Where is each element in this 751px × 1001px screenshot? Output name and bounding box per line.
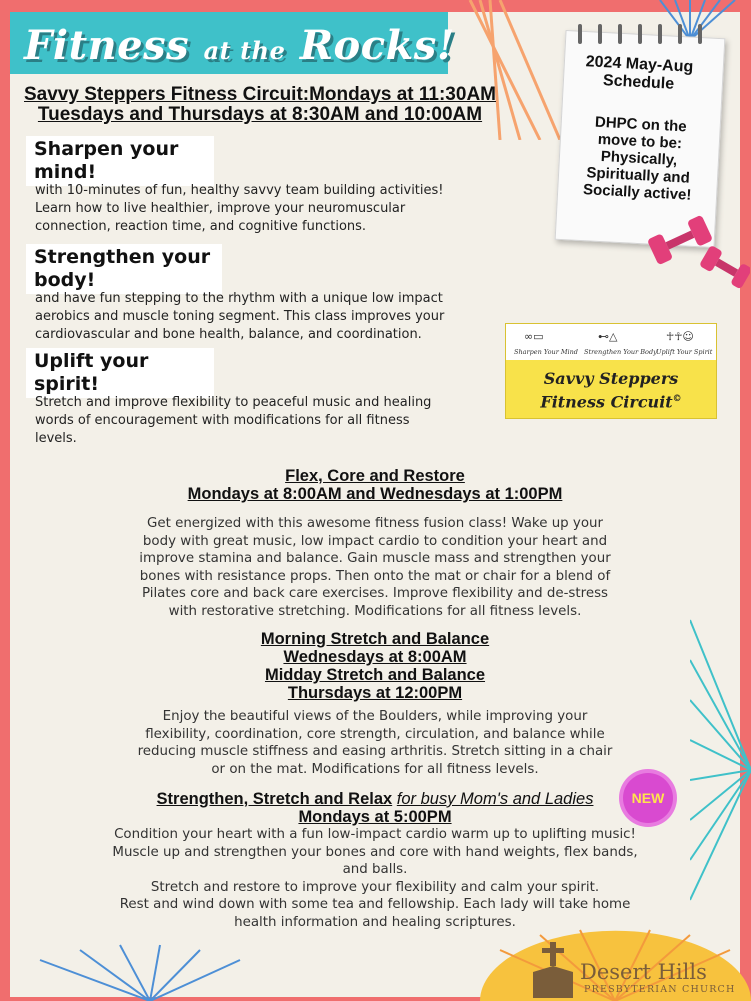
dumbbell-icon [640,210,750,290]
class-title-midday-stretch: Midday Stretch and Balance [264,666,486,684]
title-banner [10,12,455,74]
class-desc-stretch [100,708,650,778]
section-heading-line: Uplift your [34,350,149,372]
text-line: flexibility, coordination, core strength, circulation, and balance while [145,726,605,742]
class-title-relax-italic: for busy Mom's and Ladies [396,790,594,808]
text-line: Enjoy the beautiful views of the Boulders, while improving your [162,709,588,724]
logo-caption: Sharpen Your Mind [514,348,578,356]
section-text-mind [35,182,444,236]
section-heading-spirit [26,348,214,398]
church-cross-icon [528,942,578,998]
text-line: Rest and wind down with some tea and fellowship. Each lady will take home [119,897,631,912]
new-badge: NEW [623,773,673,823]
church-subtitle: PRESBYTERIAN CHURCH [584,984,736,995]
text-line: Pilates core and back care exercises. Improve flexibility and de-stress [141,586,609,601]
registered-mark: © [672,394,682,404]
logo-icon-strip [506,324,716,360]
text-line: Muscle up and strengthen your bones and core with hand weights, flex bands, [112,844,638,860]
church-name: Desert Hills [580,960,707,984]
banner-title [24,22,455,69]
logo-title-line: Fitness Circuit [540,392,673,412]
class-schedule-flex: Mondays at 8:00AM and Wednesdays at 1:00PM [187,485,563,503]
class-title-flex: Flex, Core and Restore [285,467,465,485]
section-text-spirit [35,394,431,448]
sunburst-bottom-left [0,930,300,1001]
class-desc-relax [70,826,680,931]
text-line: reducing muscle stiffness and easing arthritis. Stretch sitting in a chair [137,744,613,759]
class-schedule-relax: Mondays at 5:00PM [298,808,452,826]
section-heading-body [26,244,222,294]
text-line: Stretch and restore to improve your flexibility and calm your spirit. [150,879,600,895]
text-line: aerobics and muscle toning segment. This class improves your [35,309,445,324]
section-heading-line: Sharpen your [34,138,179,160]
section-heading-line: body! [34,269,96,291]
class-schedule-morning-stretch: Wednesdays at 8:00AM [283,648,467,666]
logo-title [506,368,716,412]
calendar-message-line: DHPC on the [594,113,687,136]
calendar-message-line: Spiritually and [586,164,691,187]
logo-title-line: Savvy Steppers [543,369,679,388]
calendar-message-line: Socially active! [582,181,692,204]
calendar-message-line: Physically, [600,148,678,169]
section-heading-line: mind! [34,161,97,183]
text-line: words of encouragement with modifications for all fitness [35,413,410,428]
calendar-rings [568,24,718,44]
text-line: and have fun stepping to the rhythm with a unique low impact [35,291,443,306]
text-line: health information and healing scriptures. [234,914,516,930]
text-line: Condition your heart with a fun low-impact cardio warm up to uplifting music! [114,827,636,842]
text-line: Learn how to live healthier, improve your neuromuscular [35,201,406,216]
logo-caption: Strengthen Your Body [584,348,657,356]
text-line: cardiovascular and bone health, balance, and coordination. [35,327,422,342]
savvy-steppers-logo [505,323,717,419]
church-footer [480,920,751,1001]
text-line: body with great music, low impact cardio to condition your heart and [142,533,608,549]
section-heading-line: spirit! [34,373,100,395]
calendar-message [558,112,720,205]
text-line: Get energized with this awesome fitness fusion class! Wake up your [146,516,604,531]
banner-title-small: at the [203,36,286,65]
text-line: Stretch and improve flexibility to peaceful music and healing [35,395,432,410]
text-line: improve stamina and balance. Gain muscle mass and strengthen your [139,551,611,566]
class-schedule-midday-stretch: Thursdays at 12:00PM [287,684,463,702]
text-line: or on the mat. Modifications for all fitness levels. [211,761,539,777]
text-line: and balls. [342,862,408,877]
calendar-message-line: move to be: [597,130,683,153]
dumbbell-shoe-icon: ⊷△ [598,330,618,343]
section-heading-line: Strengthen your [34,246,211,268]
logo-caption: Uplift Your Spirit [656,348,713,356]
glasses-book-icon: ∞▭ [524,330,544,343]
banner-title-main: Fitness [24,22,190,69]
calendar-title-line: 2024 May-Aug [585,53,694,76]
headline-line-2: Tuesdays and Thursdays at 8:30AM and 10:00AM [37,104,483,125]
text-line: bones with resistance props. Then onto the mat or chair for a blend of [139,568,611,584]
text-line: connection, reaction time, and cognitive functions. [35,219,367,234]
class-desc-flex [100,515,650,620]
text-line: with 10-minutes of fun, healthy savvy team building activities! [35,183,444,198]
calendar-title-line: Schedule [602,72,675,93]
class-title-morning-stretch: Morning Stretch and Balance [260,630,490,648]
people-icon: ☥☥☺ [666,330,694,343]
text-line: levels. [35,431,77,446]
class-title-relax-main: Strengthen, Stretch and Relax [156,790,393,808]
section-text-body [35,290,444,344]
text-line: with restorative stretching. Modifications for all fitness levels. [168,603,582,619]
headline-line-1: Savvy Steppers Fitness Circuit:Mondays at 11:30AM [24,84,496,105]
section-heading-mind [26,136,214,186]
banner-title-end: Rocks! [299,22,455,69]
